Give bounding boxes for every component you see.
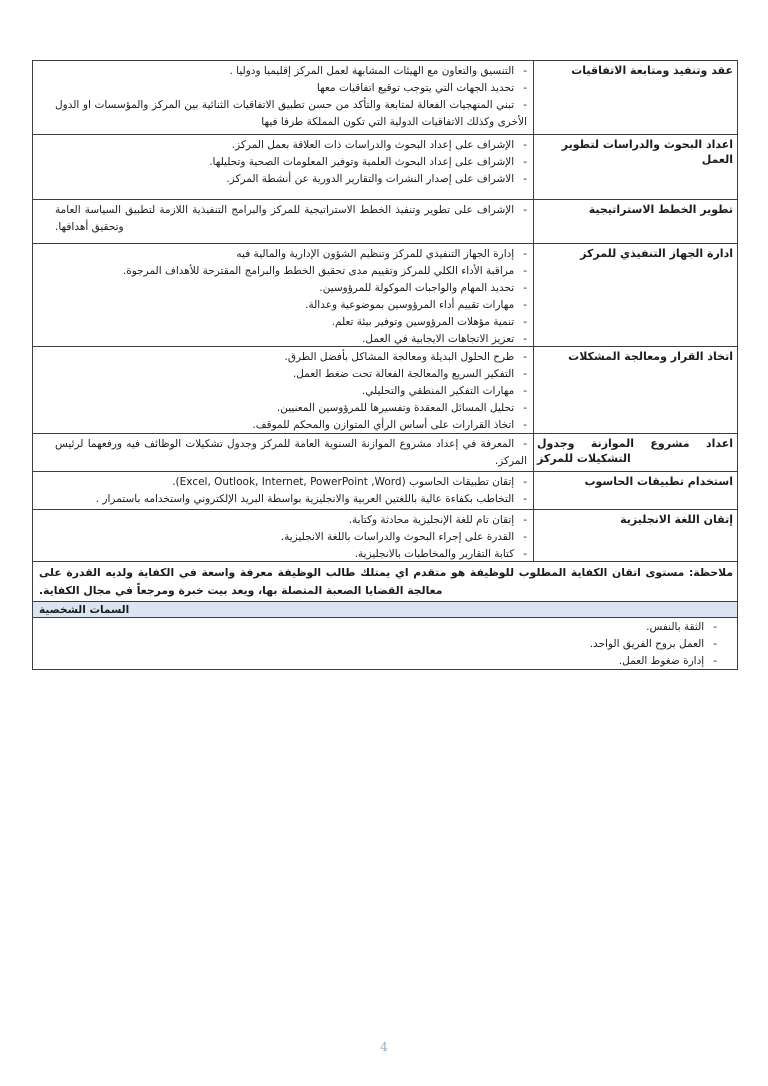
- table-row: [33, 199, 737, 243]
- bullet-item: - المعرفة في إعداد مشروع الموازنة السنوية العامة للمركز وجدول تشكيلات الوظائف فيه ورفعهما لرئيس المركز.: [55, 436, 527, 470]
- table-row: [33, 61, 737, 134]
- row-content-cell: [33, 510, 533, 561]
- bullet-item: - التنسيق والتعاون مع الهيئات المشابهة لعمل المركز إقليميا ودوليا .: [55, 63, 527, 80]
- bullet-item: - تنمية مؤهلات المرؤوسين وتوفير بيئة تعلم.: [55, 314, 527, 331]
- bullet-item: - إتقان تام للغة الإنجليزية محادثة وكتابة.: [55, 512, 527, 529]
- bullet-item: - التفكير السريع والمعالجة الفعالة تحت ضغط العمل.: [55, 366, 527, 383]
- bullet-item: - الإشراف على تطوير وتنفيذ الخطط الاستراتيجية للمركز والبرامج التنفيذية اللازمة لتطبيق السياسة العامة وتحقيق أهدافها.: [55, 202, 527, 236]
- bullet-item: - تحديد المهام والواجبات الموكولة للمرؤوسين.: [55, 280, 527, 297]
- bullet-item: - الاشراف على إصدار النشرات والتقارير الدورية عن أنشطة المركز.: [55, 171, 527, 188]
- row-header-cell: تطوير الخطط الاستراتيجية: [533, 200, 737, 243]
- bullet-item: - القدرة على إجراء البحوث والدراسات باللغة الانجليزية.: [55, 529, 527, 546]
- table-row: [33, 471, 737, 509]
- bullet-item: - إدارة الجهاز التنفيذي للمركز وتنظيم الشؤون الإدارية والمالية فيه: [55, 246, 527, 263]
- note-text: ملاحظة: مستوى اتقان الكفاية المطلوب للوظيفة هو متقدم اي يمتلك طالب الوظيفة معرفة واسعة في الكفاية ولديه القدرة على معالجة القضايا الصعبة المتصلة بها، ويعد بيت خبرة ومرجعاً في مجال الكفاية.: [39, 566, 733, 597]
- row-header-cell: ادارة الجهاز التنفيذي للمركز: [533, 244, 737, 346]
- row-content-cell: [33, 347, 533, 433]
- row-content-cell: [33, 472, 533, 509]
- row-content-cell: [33, 244, 533, 346]
- bullet-item: - الثقة بالنفس.: [39, 619, 717, 636]
- row-content-cell: [33, 61, 533, 134]
- row-content-cell: [33, 618, 737, 669]
- page-number: 4: [380, 1040, 388, 1054]
- row-header-cell: إتقان اللغة الانجليزية: [533, 510, 737, 561]
- bullet-item: - مهارات تقييم أداء المرؤوسين بموضوعية وعدالة.: [55, 297, 527, 314]
- bullet-item: - الإشراف على إعداد البحوث العلمية وتوفير المعلومات الصحية وتحليلها.: [55, 154, 527, 171]
- row-header-cell: اعداد البحوث والدراسات لتطوير العمل: [533, 135, 737, 199]
- row-content-cell: [33, 135, 533, 199]
- row-content-cell: [33, 434, 533, 471]
- table-row: [33, 509, 737, 561]
- table-row: [33, 243, 737, 346]
- bullet-item: - الإشراف على إعداد البحوث والدراسات ذات العلاقة بعمل المركز.: [55, 137, 527, 154]
- section-header-row: [33, 601, 737, 617]
- bullet-item: - التخاطب بكفاءة عالية باللغتين العربية والانجليزية بواسطة البريد الإلكتروني واستخدامه باستمرار .: [55, 491, 527, 508]
- bullet-item: - طرح الحلول البديلة ومعالجة المشاكل بأفضل الطرق.: [55, 349, 527, 366]
- competencies-table: [32, 60, 738, 670]
- bullet-item: - إدارة ضغوط العمل.: [39, 653, 717, 669]
- table-row: [33, 346, 737, 433]
- bullet-item: - إتقان تطبيقات الحاسوب (Excel, Outlook, Internet, PowerPoint ,Word).: [55, 474, 527, 491]
- bullet-item: - اتخاذ القرارات على أساس الرأي المتوازن والمحكم للموقف.: [55, 417, 527, 433]
- row-header-cell: اتخاذ القرار ومعالجة المشكلات: [533, 347, 737, 433]
- row-header-cell: عقد وتنفيذ ومتابعة الاتفاقيات: [533, 61, 737, 134]
- row-header-cell: اعداد مشروع الموازنة وجدول التشكيلات للمركز: [533, 434, 737, 471]
- row-content-cell: [33, 200, 533, 243]
- row-header-cell: استخدام تطبيقات الحاسوب: [533, 472, 737, 509]
- bullet-item: - مهارات التفكير المنطقي والتحليلي.: [55, 383, 527, 400]
- table-row: [33, 433, 737, 471]
- note-row: [33, 561, 737, 601]
- bullet-item: - تعزيز الاتجاهات الايجابية في العمل.: [55, 331, 527, 346]
- bullet-item: - تحديد الجهات التي يتوجب توقيع اتفاقيات معها: [55, 80, 527, 97]
- bullet-item: - مراقبة الأداء الكلي للمركز وتقييم مدى تحقيق الخطط والبرامج المقترحة للأهداف المرجوة.: [55, 263, 527, 280]
- table-row: [33, 134, 737, 199]
- bullet-item: - العمل بروح الفريق الواحد.: [39, 636, 717, 653]
- bullet-item: - تبني المنهجيات الفعالة لمتابعة والتأكد من حسن تطبيق الاتفاقيات الثنائية بين المركز والمؤسسات او الدول الأخرى وكذلك الاتفاقيات الدولية التي تكون المملكة طرفا فيها: [55, 97, 527, 131]
- bullet-item: - تحليل المسائل المعقدة وتفسيرها للمرؤوسين المعنيين.: [55, 400, 527, 417]
- section-header-label: السمات الشخصية: [33, 602, 737, 617]
- personal-traits-row: [33, 617, 737, 669]
- bullet-item: - كتابة التقارير والمخاطبات بالانجليزية.: [55, 546, 527, 561]
